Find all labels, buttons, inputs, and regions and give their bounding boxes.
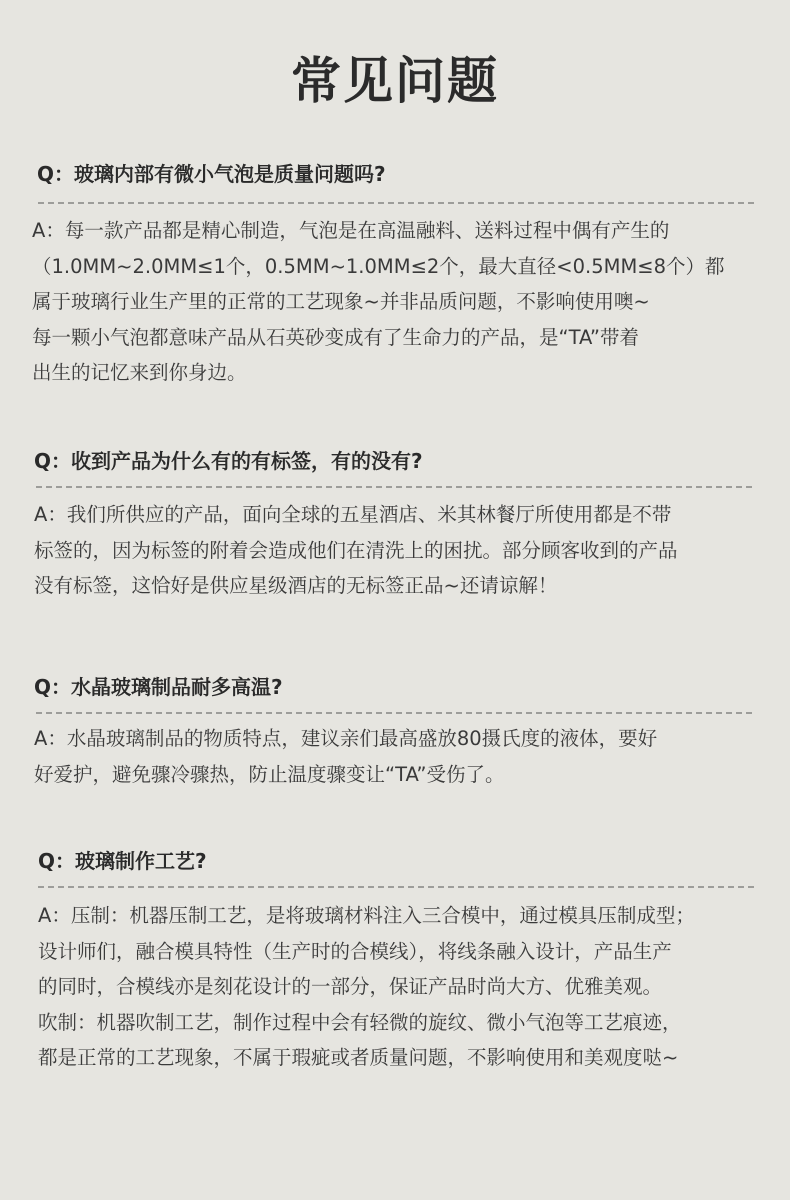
answer-line: A：水晶玻璃制品的物质特点，建议亲们最高盛放80摄氏度的液体，要好 [34,727,658,750]
answer-line: 设计师们，融合模具特性（生产时的合模线），将线条融入设计，产品生产 [38,939,672,963]
answer-line: 好爱护，避免骤冷骤热，防止温度骤变让“TA”受伤了。 [34,762,505,786]
faq-question: Q：收到产品为什么有的有标签，有的没有? [34,449,423,473]
answer-line: 没有标签，这恰好是供应星级酒店的无标签正品~还请谅解！ [34,574,558,597]
dashed-divider [38,202,754,204]
answer-line: 都是正常的工艺现象，不属于瑕疵或者质量问题，不影响使用和美观度哒~ [38,1046,679,1069]
answer-line: 出生的记忆来到你身边。 [32,361,247,384]
answer-line: 每一颗小气泡都意味产品从石英砂变成有了生命力的产品，是“TA”带着 [32,325,640,349]
faq-answer [34,497,678,604]
answer-line: A：我们所供应的产品，面向全球的五星酒店、米其林餐厅所使用都是不带 [34,503,672,526]
faq-question: Q：玻璃内部有微小气泡是质量问题吗? [37,162,386,186]
faq-question: Q：水晶玻璃制品耐多高温? [34,675,283,699]
page-title: 常见问题 [291,52,499,110]
answer-line: 的同时，合模线亦是刻花设计的一部分，保证产品时尚大方、优雅美观。 [38,975,663,998]
answer-line: A：每一款产品都是精心制造，气泡是在高温融料、送料过程中偶有产生的 [32,219,670,242]
faq-question: Q：玻璃制作工艺? [38,849,207,873]
faq-answer [32,213,725,391]
dashed-divider [38,886,754,888]
answer-line: 标签的，因为标签的附着会造成他们在清洗上的困扰。部分顾客收到的产品 [34,538,678,562]
faq-answer [34,721,657,792]
answer-line: （1.0MM~2.0MM≤1个，0.5MM~1.0MM≤2个，最大直径<0.5MM≤8个）都 [32,254,725,278]
dashed-divider [36,486,752,488]
answer-line: A：压制：机器压制工艺，是将玻璃材料注入三合模中，通过模具压制成型； [38,904,695,927]
dashed-divider [36,712,752,714]
faq-answer [38,898,695,1076]
answer-line: 吹制：机器吹制工艺，制作过程中会有轻微的旋纹、微小气泡等工艺痕迹， [38,1010,682,1034]
answer-line: 属于玻璃行业生产里的正常的工艺现象~并非品质问题，不影响使用噢~ [32,290,650,313]
